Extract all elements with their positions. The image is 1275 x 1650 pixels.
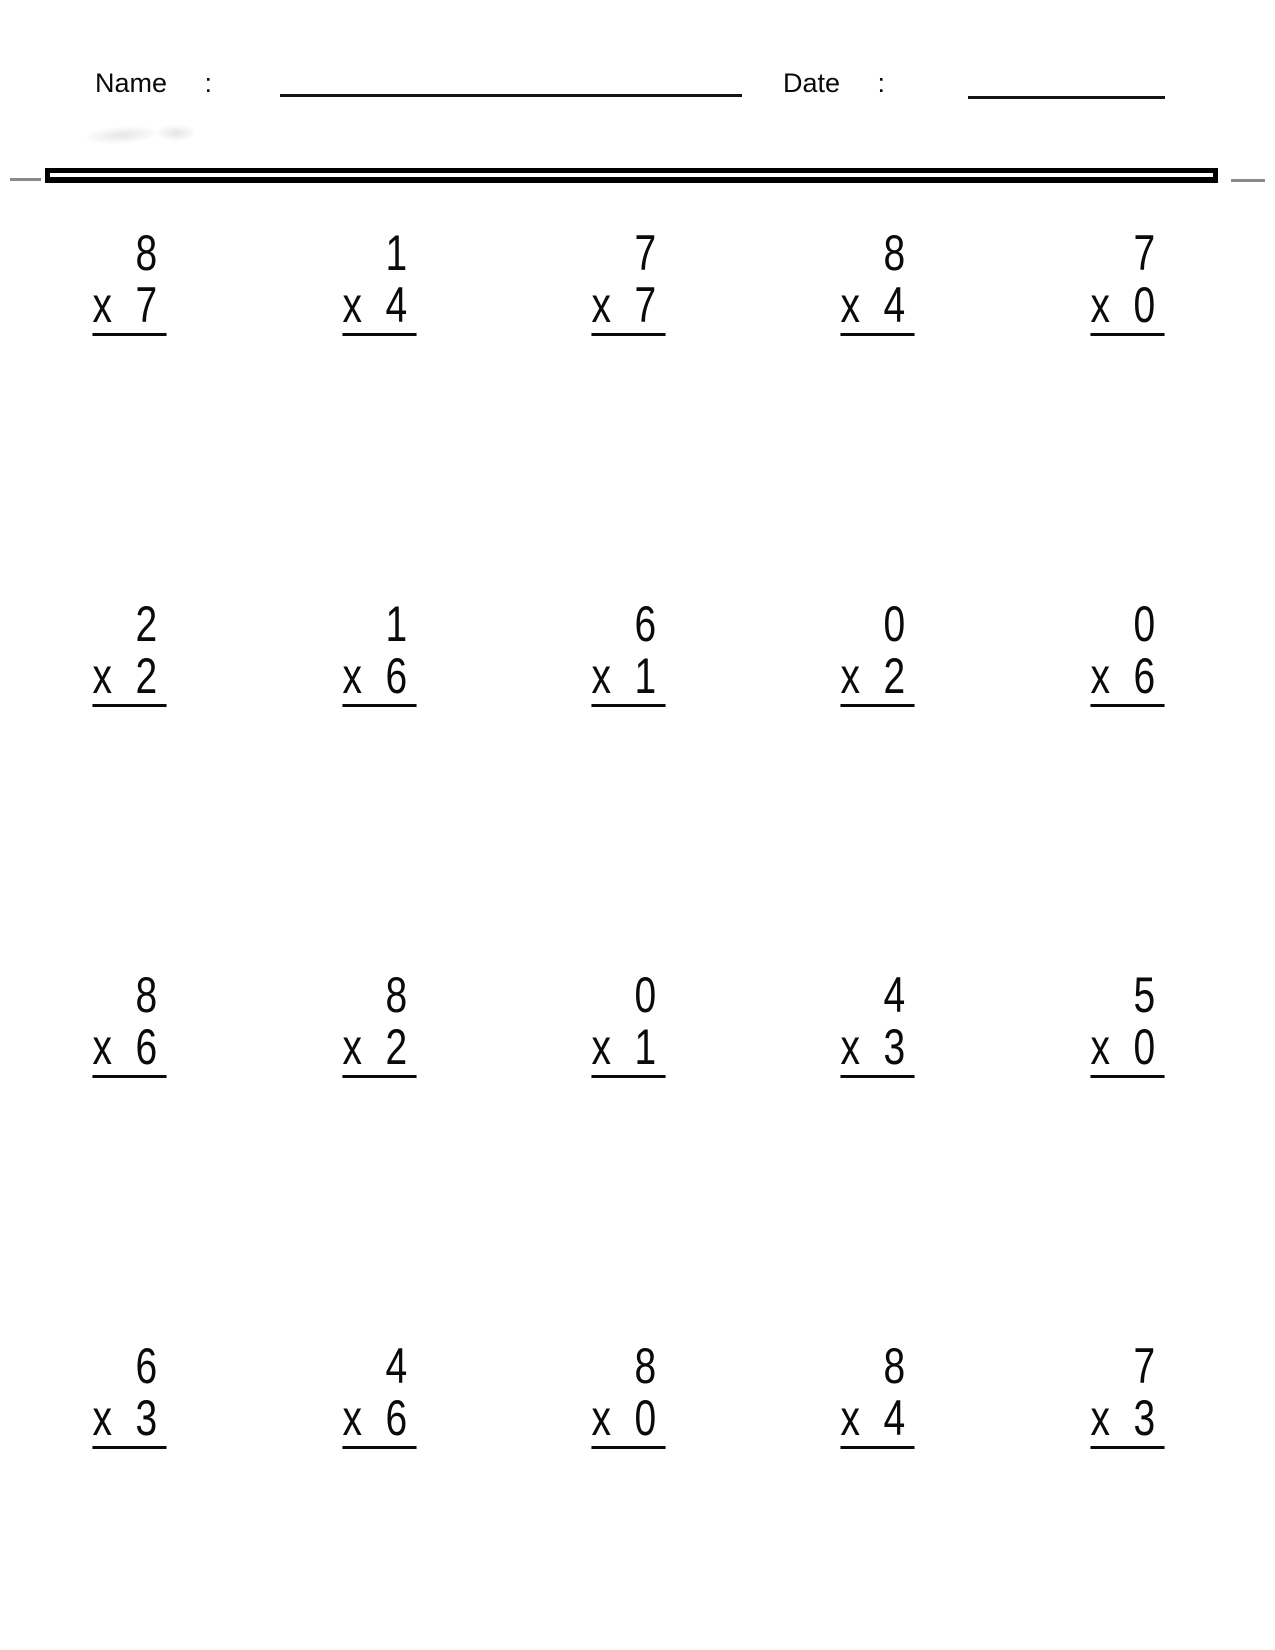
answer-line xyxy=(342,1075,416,1078)
problem-bottom-operand: 3 xyxy=(135,1390,158,1446)
multiplication-problem xyxy=(342,227,416,336)
multiplication-problem xyxy=(342,969,416,1078)
date-blank-line xyxy=(968,96,1165,99)
problem-bottom-row xyxy=(342,279,416,331)
problem-bottom-row xyxy=(841,1392,915,1444)
answer-line xyxy=(591,1075,665,1078)
multiplication-problem xyxy=(591,969,665,1078)
multiply-operator: x xyxy=(591,277,611,333)
problem-bottom-row xyxy=(1090,1021,1164,1073)
problem-bottom-row xyxy=(591,279,665,331)
answer-line xyxy=(841,1446,915,1449)
problem-bottom-operand: 2 xyxy=(385,1019,407,1075)
multiply-operator: x xyxy=(1090,648,1110,704)
answer-line xyxy=(591,333,665,336)
problem-bottom-row xyxy=(841,650,915,702)
multiplication-problem xyxy=(93,969,167,1078)
multiplication-problem xyxy=(93,598,167,707)
problem-bottom-row xyxy=(591,1392,665,1444)
date-label: Date : xyxy=(783,68,886,98)
multiplication-problem xyxy=(841,969,915,1078)
multiply-operator: x xyxy=(1090,277,1110,333)
scan-artifact xyxy=(82,123,161,146)
problem-top-operand: 5 xyxy=(1133,967,1155,1023)
problem-bottom-operand: 3 xyxy=(1133,1390,1155,1446)
answer-line xyxy=(1090,1446,1164,1449)
problem-bottom-operand: 0 xyxy=(634,1390,657,1446)
name-blank-line xyxy=(280,94,742,97)
problem-top-operand: 2 xyxy=(135,596,158,652)
problem-bottom-row xyxy=(342,1392,416,1444)
multiplication-problem xyxy=(841,227,915,336)
problem-bottom-row xyxy=(93,279,167,331)
problem-bottom-row xyxy=(591,1021,665,1073)
problem-bottom-operand: 6 xyxy=(1133,648,1155,704)
answer-line xyxy=(342,333,416,336)
multiply-operator: x xyxy=(591,648,611,704)
problem-bottom-operand: 6 xyxy=(135,1019,158,1075)
multiplication-problem xyxy=(841,1340,915,1449)
multiplication-problem xyxy=(1090,969,1164,1078)
multiplication-problem xyxy=(591,598,665,707)
multiply-operator: x xyxy=(840,277,861,333)
problem-bottom-operand: 4 xyxy=(883,1390,906,1446)
problem-bottom-operand: 7 xyxy=(135,277,158,333)
answer-line xyxy=(342,704,416,707)
problem-bottom-operand: 6 xyxy=(385,1390,407,1446)
problem-top-operand: 4 xyxy=(385,1338,407,1394)
problem-bottom-row xyxy=(93,650,167,702)
multiplication-problem xyxy=(342,1340,416,1449)
problem-bottom-row xyxy=(93,1392,167,1444)
multiply-operator: x xyxy=(92,1019,113,1075)
answer-line xyxy=(342,1446,416,1449)
multiply-operator: x xyxy=(840,648,861,704)
problem-top-operand: 8 xyxy=(135,225,158,281)
answer-line xyxy=(93,1075,167,1078)
answer-line xyxy=(1090,704,1164,707)
multiply-operator: x xyxy=(342,1390,362,1446)
problem-bottom-operand: 0 xyxy=(1133,1019,1155,1075)
problems-grid xyxy=(5,227,1252,1449)
problem-top-operand: 8 xyxy=(883,225,906,281)
problem-bottom-operand: 2 xyxy=(135,648,158,704)
multiply-operator: x xyxy=(1090,1019,1110,1075)
answer-line xyxy=(93,1446,167,1449)
multiplication-problem xyxy=(93,227,167,336)
problem-top-operand: 7 xyxy=(1133,225,1155,281)
multiply-operator: x xyxy=(92,648,113,704)
problem-bottom-operand: 2 xyxy=(883,648,906,704)
problem-bottom-operand: 4 xyxy=(883,277,906,333)
scan-artifact xyxy=(155,124,197,142)
problem-bottom-operand: 3 xyxy=(883,1019,906,1075)
answer-line xyxy=(841,333,915,336)
answer-line xyxy=(1090,333,1164,336)
answer-line xyxy=(841,704,915,707)
problem-top-operand: 7 xyxy=(1133,1338,1155,1394)
multiply-operator: x xyxy=(342,1019,362,1075)
problem-top-operand: 8 xyxy=(135,967,158,1023)
problem-bottom-row xyxy=(1090,279,1164,331)
problem-bottom-row xyxy=(841,1021,915,1073)
problem-top-operand: 1 xyxy=(385,596,407,652)
problem-top-operand: 0 xyxy=(634,967,657,1023)
answer-line xyxy=(841,1075,915,1078)
name-label: Name : xyxy=(95,68,213,98)
multiply-operator: x xyxy=(92,277,113,333)
problem-bottom-row xyxy=(342,650,416,702)
multiplication-problem xyxy=(841,598,915,707)
problem-top-operand: 0 xyxy=(1133,596,1155,652)
problem-bottom-operand: 6 xyxy=(385,648,407,704)
problem-bottom-row xyxy=(1090,1392,1164,1444)
multiply-operator: x xyxy=(342,277,362,333)
problem-top-operand: 8 xyxy=(883,1338,906,1394)
multiplication-problem xyxy=(1090,1340,1164,1449)
problem-top-operand: 4 xyxy=(883,967,906,1023)
problem-bottom-operand: 1 xyxy=(634,648,657,704)
divider-edge-dash xyxy=(1231,179,1265,182)
answer-line xyxy=(1090,1075,1164,1078)
answer-line xyxy=(93,704,167,707)
multiply-operator: x xyxy=(92,1390,113,1446)
multiply-operator: x xyxy=(840,1390,861,1446)
answer-line xyxy=(591,704,665,707)
problem-bottom-operand: 4 xyxy=(385,277,407,333)
multiply-operator: x xyxy=(591,1390,611,1446)
divider-edge-dash xyxy=(10,178,41,181)
multiplication-problem xyxy=(1090,227,1164,336)
multiplication-problem xyxy=(93,1340,167,1449)
multiply-operator: x xyxy=(1090,1390,1110,1446)
answer-line xyxy=(93,333,167,336)
header-divider-rule xyxy=(45,168,1218,183)
multiplication-problem xyxy=(591,227,665,336)
problem-bottom-row xyxy=(591,650,665,702)
multiply-operator: x xyxy=(840,1019,861,1075)
problem-top-operand: 8 xyxy=(385,967,407,1023)
problem-top-operand: 6 xyxy=(135,1338,158,1394)
problem-bottom-operand: 0 xyxy=(1133,277,1155,333)
multiplication-problem xyxy=(1090,598,1164,707)
problem-bottom-row xyxy=(93,1021,167,1073)
problem-top-operand: 0 xyxy=(883,596,906,652)
multiplication-problem xyxy=(591,1340,665,1449)
problem-bottom-row xyxy=(342,1021,416,1073)
answer-line xyxy=(591,1446,665,1449)
problem-top-operand: 1 xyxy=(385,225,407,281)
problem-top-operand: 8 xyxy=(634,1338,657,1394)
multiplication-problem xyxy=(342,598,416,707)
multiply-operator: x xyxy=(342,648,362,704)
problem-bottom-operand: 7 xyxy=(634,277,657,333)
problem-bottom-row xyxy=(841,279,915,331)
problem-bottom-operand: 1 xyxy=(634,1019,657,1075)
multiply-operator: x xyxy=(591,1019,611,1075)
problem-top-operand: 6 xyxy=(634,596,657,652)
problem-top-operand: 7 xyxy=(634,225,657,281)
problem-bottom-row xyxy=(1090,650,1164,702)
